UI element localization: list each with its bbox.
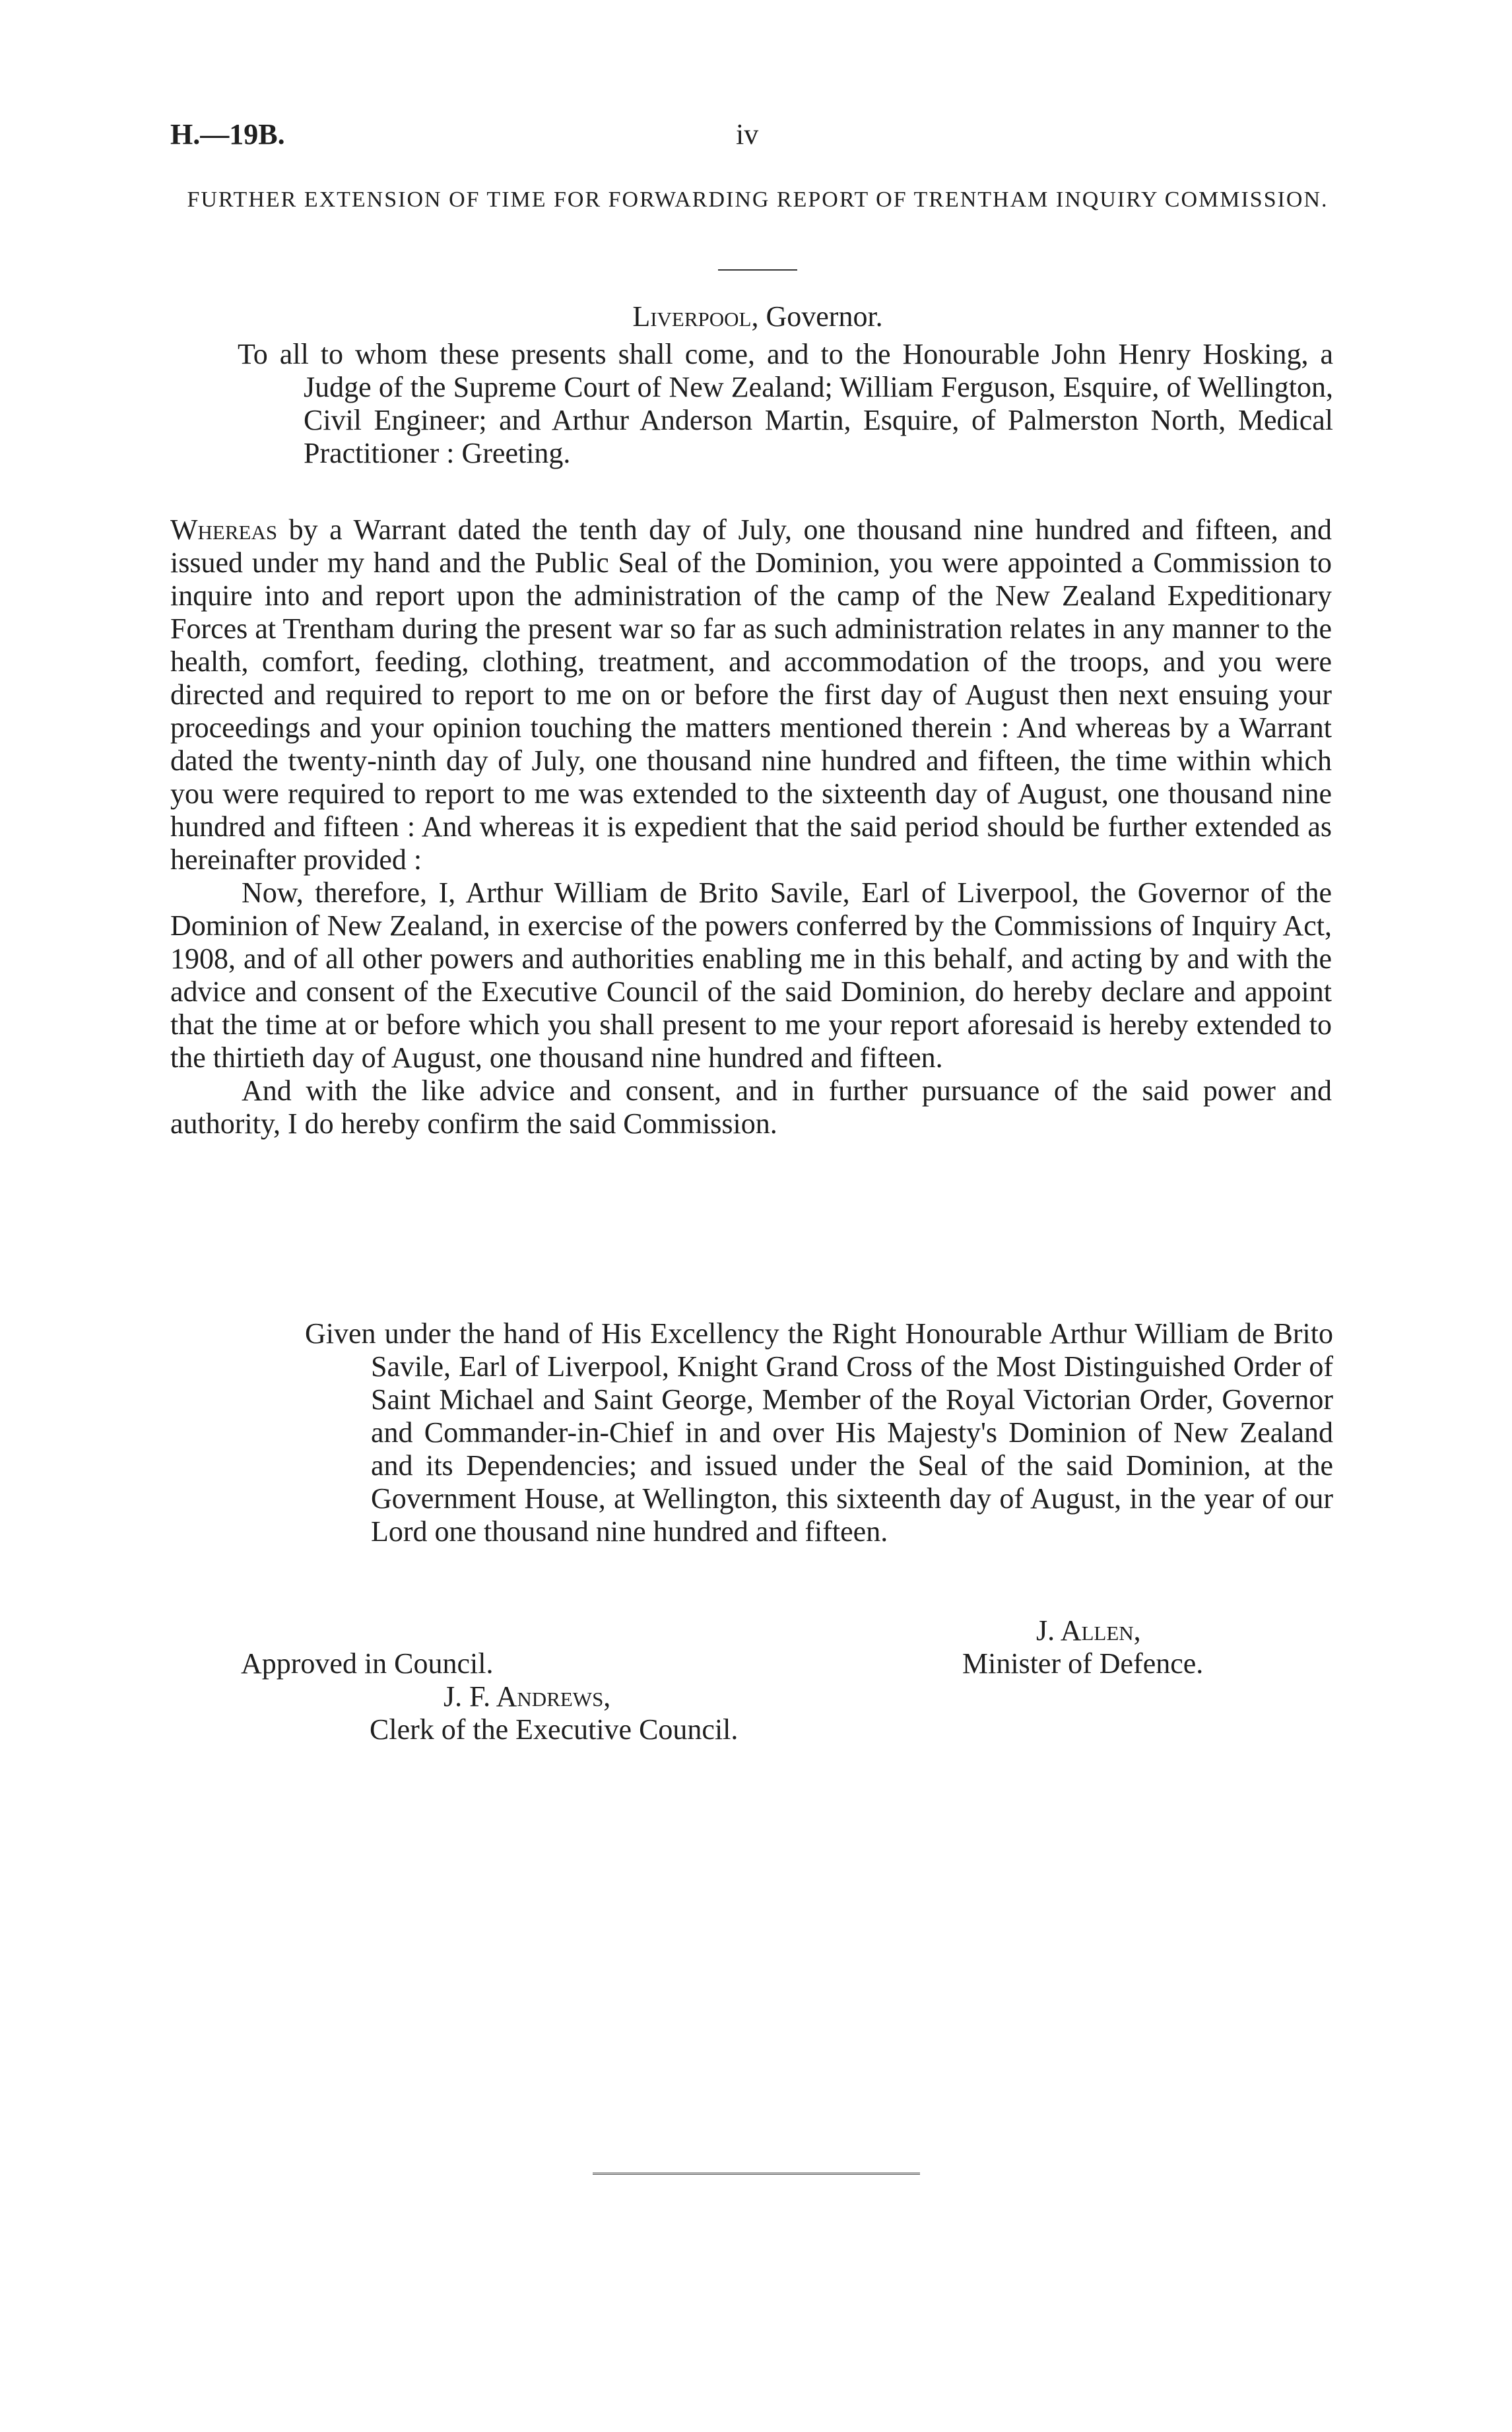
salutation-address: To all to whom these presents shall come, and to the Honourable John Henry Hosking, a Judge of the Supreme Court of New Zealand; William Ferguson, Esquire, of Wellington, Civil Engineer; and Arthur Anderson Martin, Esquire, of Palmerston North, Medical Practitioner : Greeting. (238, 338, 1333, 469)
clerk-name: J. F. Andrews, (444, 1680, 611, 1713)
end-divider (593, 2173, 920, 2175)
governor-line (170, 298, 1345, 335)
whereas-lead: Whereas (170, 513, 278, 546)
page-title: FURTHER EXTENSION OF TIME FOR FORWARDING REPORT OF TRENTHAM INQUIRY COMMISSION. (187, 187, 1329, 212)
minister-name: J. Allen, (1036, 1614, 1141, 1647)
whereas-paragraph (170, 513, 1332, 876)
whereas-text: by a Warrant dated the tenth day of July, one thousand nine hundred and fifteen, and issued under my hand and the Public Seal of the Dominion, you were appointed a Commission to inquire into and report upon the administration of the camp of the New Zealand Expeditionary Forces at Trentham during the present war so far as such administration relates in any manner to the health, comfort, feeding, clothing, treatment, and accommodation of the troops, and you were directed and required to report to me on or before the first day of August then next ensuing your proceedings and your opinion touching the matters mentioned therein : And whereas by a Warrant dated the twenty-ninth day of July, one thousand nine hundred and fifteen, the time within which you were required to report to me was extended to the sixteenth day of August, one thousand nine hundred and fifteen : And whereas it is expedient that the said period should be further extended as hereinafter provided : (170, 513, 1332, 876)
running-header (170, 117, 1345, 157)
title-divider (718, 269, 797, 271)
clerk-signature (370, 1680, 738, 1746)
approval-line: Approved in Council. (241, 1647, 494, 1680)
document-reference: H.—19B. (170, 118, 285, 150)
warrant-body (170, 513, 1332, 1140)
minister-signature (962, 1614, 1319, 1680)
now-therefore-paragraph: Now, therefore, I, Arthur William de Brito Savile, Earl of Liverpool, the Governor of the Dominion of New Zealand, in exercise of the powers conferred by the Commissions of Inquiry Act, 1908, and of all other powers and authorities enabling me in this behalf, and acting by and with the advice and consent of the Executive Council of the said Dominion, do hereby declare and appoint that the time at or before which you shall present to me your report aforesaid is hereby extended to the thirtieth day of August, one thousand nine hundred and fifteen. (170, 876, 1332, 1074)
page-number: iv (736, 118, 759, 150)
minister-title: Minister of Defence. (962, 1647, 1204, 1680)
governor-title: , Governor. (751, 300, 883, 333)
clerk-title: Clerk of the Executive Council. (370, 1713, 739, 1746)
confirmation-paragraph: And with the like advice and consent, and in further pursuance of the said power and authority, I do hereby confirm the said Commission. (170, 1074, 1332, 1140)
governor-name: Liverpool (632, 300, 752, 333)
given-under-paragraph: Given under the hand of His Excellency the Right Honourable Arthur William de Brito Savile, Earl of Liverpool, Knight Grand Cross of the Most Distinguished Order of Saint Michael and Saint George, Member of the Royal Victorian Order, Governor and Commander-in-Chief in and over His Majesty's Dominion of New Zealand and its Dependencies; and issued under the Seal of the said Dominion, at the Government House, at Wellington, this sixteenth day of August, in the year of our Lord one thousand nine hundred and fifteen. (305, 1317, 1333, 1548)
